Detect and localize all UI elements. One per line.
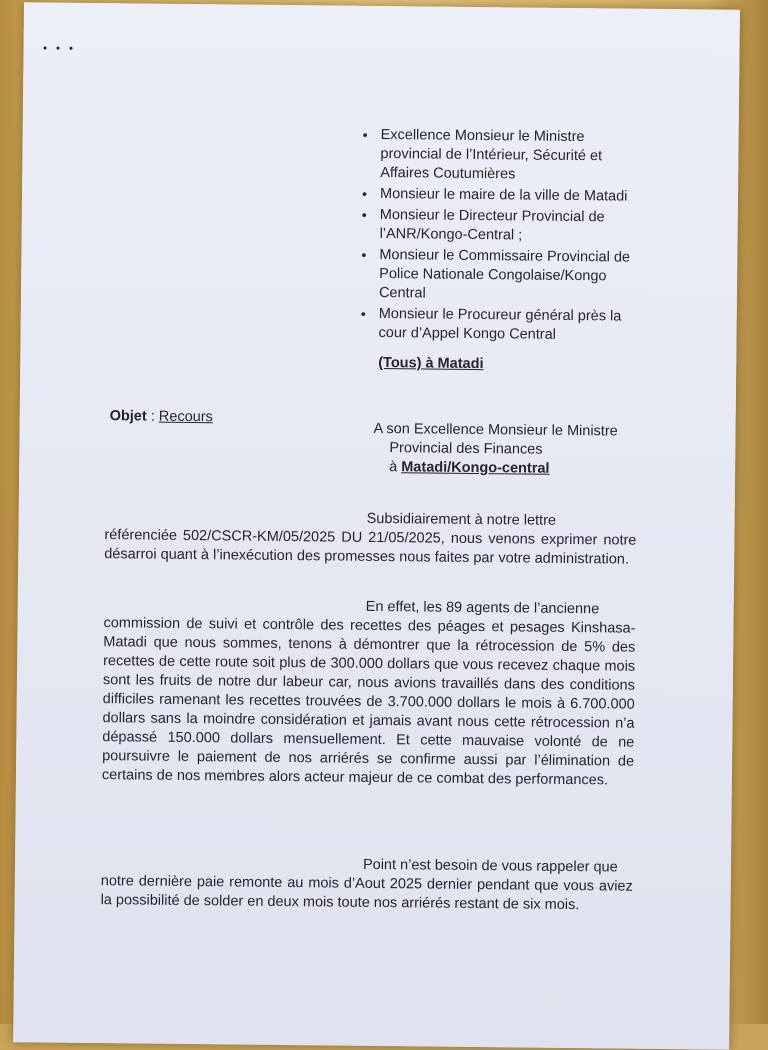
paragraph-text: référenciée 502/CSCR-KM/05/2025 DU 21/05/2025, nous venons exprimer notre désarroi quant à l’inexécution des promesses nous faites par votre administration.: [104, 527, 637, 568]
recipient-list: [356, 126, 638, 348]
body-paragraph: [104, 507, 637, 570]
recipient-item: • Monsieur le maire de la ville de Matadi: [358, 185, 638, 207]
recipient-item: • Monsieur le Commissaire Provincial de Police Nationale Congolaise/Kongo Central: [357, 246, 638, 306]
paragraph-text: commission de suivi et contrôle des recettes des péages et pesages Kinshasa-Matadi que nous sommes, tenons à démontrer que la rétrocession de 5% des recettes de cette route soit plus de 300.000 dollars que vous recevez chaque mois sont les fruits de notre dur labeur car, nous avions travaillés dans des conditions difficiles ramenant les recettes trouvées de 3.700.000 dollars le mois à 6.700.000 dollars sans la moindre considération et jamais avant nous cette rétrocession n’a dépassé 150.000 dollars mensuellement. Et cette mauvaise volonté de ne poursuivre le paiement de nos arriérés se confirme aussi par l’élimination de certains de nos membres alors acteur majeur de ce combat des performances.: [101, 615, 636, 789]
recipient-item: • Monsieur le Procureur général près la cour d’Appel Kongo Central: [356, 305, 636, 346]
subject-label: Objet: [109, 408, 147, 425]
recipients-location: (Tous) à Matadi: [378, 354, 484, 373]
punch-marks: [43, 36, 82, 55]
subject-separator: :: [146, 408, 159, 425]
punch-mark: [57, 47, 60, 50]
paragraph-opening: En effet, les 89 agents de l’ancienne: [365, 598, 600, 618]
recipient-item: • Excellence Monsieur le Ministre provincial de l’Intérieur, Sécurité et Affaires Coutumières: [358, 126, 639, 186]
addressee-line-2: Provincial des Finances: [389, 440, 543, 458]
addressee-place: Matadi/Kongo-central: [401, 459, 550, 477]
punch-mark: [44, 46, 47, 49]
letter-content: [13, 2, 740, 1049]
letter-page: [13, 2, 740, 1049]
punch-mark: [70, 47, 73, 50]
addressee-line-3: [373, 458, 673, 480]
paragraph-opening: Subsidiairement à notre lettre: [366, 510, 557, 529]
addressee-line-1: A son Excellence Monsieur le Ministre: [373, 420, 618, 440]
subject-value: Recours: [158, 408, 213, 426]
addressee-prefix: à: [389, 459, 402, 476]
subject-line: [110, 407, 213, 427]
body-paragraph: [102, 595, 636, 791]
body-paragraph: [101, 853, 634, 916]
addressee-block: [373, 420, 674, 480]
recipient-item: • Monsieur le Directeur Provincial de l’ANR/Kongo-Central ;: [358, 206, 638, 247]
paragraph-text: notre dernière paie remonte au mois d’Aout 2025 dernier pendant que vous aviez la possibilité de solder en deux mois toute nos arriérés restant de six mois.: [100, 873, 633, 914]
paragraph-opening: Point n’est besoin de vous rappeler que: [362, 856, 618, 876]
